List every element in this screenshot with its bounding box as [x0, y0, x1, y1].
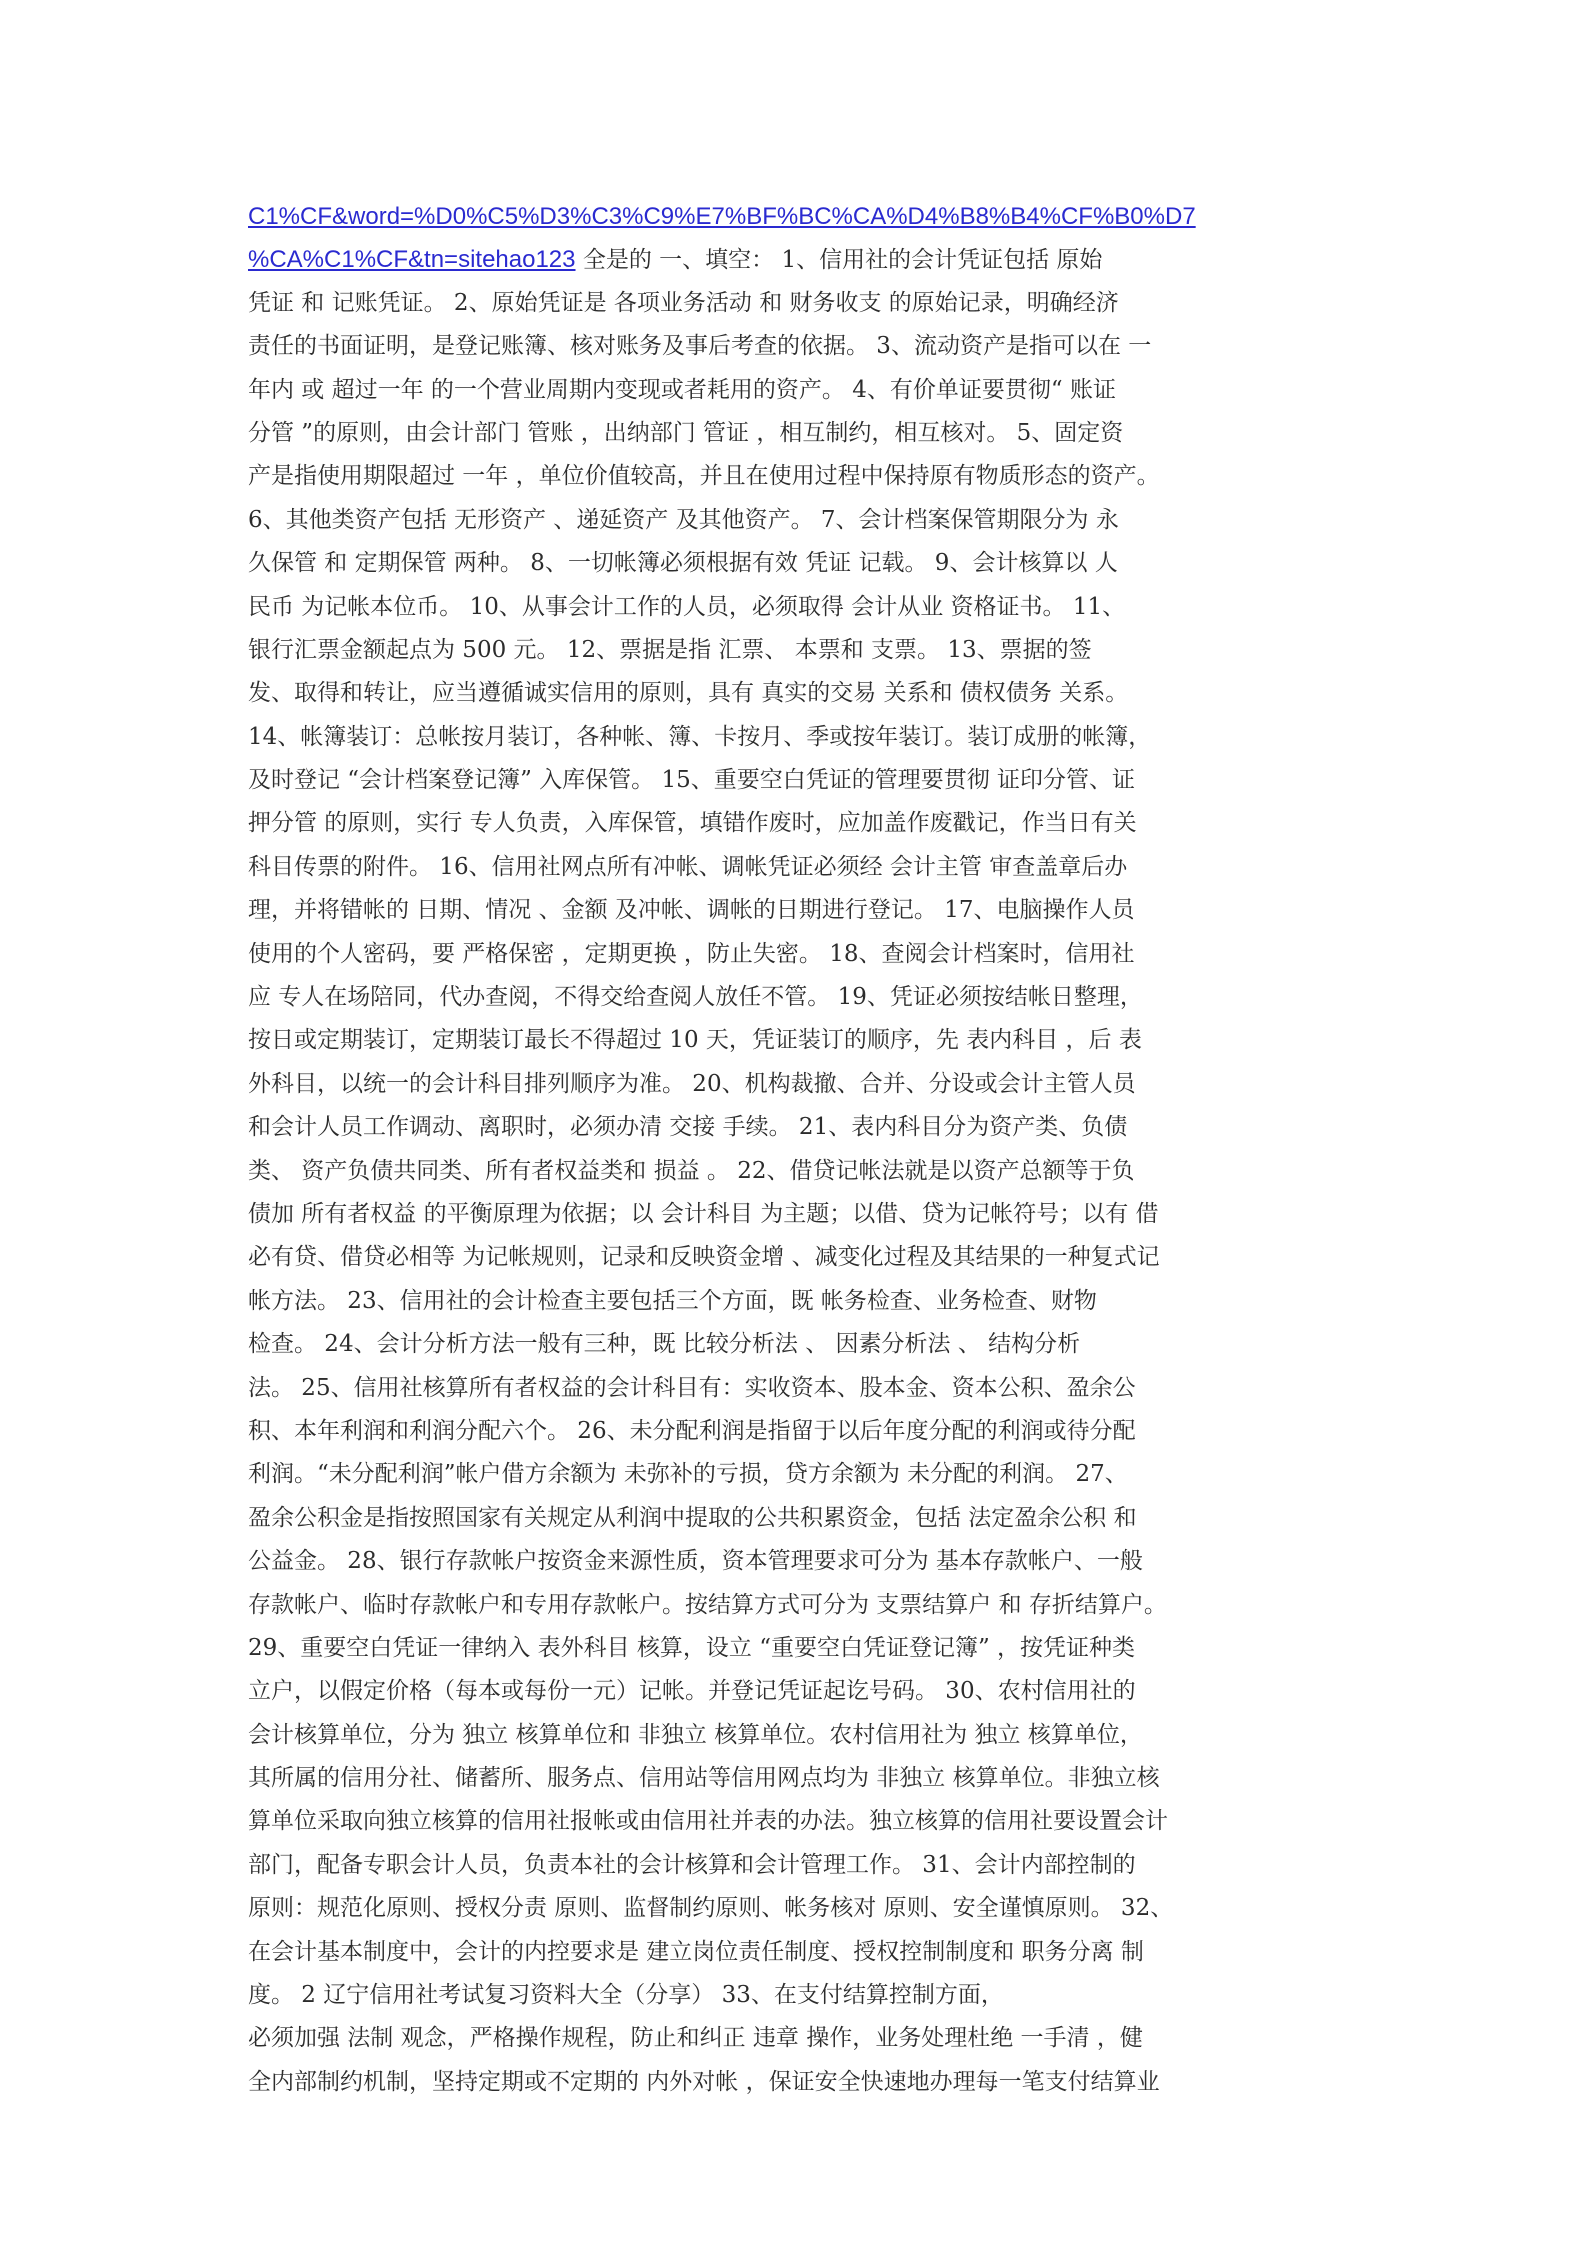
line-text: 原则：规范化原则、授权分责 原则、监督制约原则、帐务核对 原则、安全谨慎原则。 32、	[248, 1895, 1174, 1922]
line-text: 分管 ”的原则，由会计部门 管账 ，出纳部门 管证 ，相互制约，相互核对。 5、固定资	[248, 419, 1124, 446]
text-line	[248, 976, 1348, 1019]
text-line	[248, 802, 1348, 845]
text-line	[248, 1453, 1348, 1496]
text-line	[248, 933, 1348, 976]
line-text: 29、重要空白凭证一律纳入 表外科目 核算，设立 “重要空白凭证登记簿” ，按凭证种类	[248, 1634, 1136, 1661]
line-text: 久保管 和 定期保管 两种。 8、一切帐簿必须根据有效 凭证 记载。 9、会计核算以 人	[248, 550, 1118, 577]
line-text: 其所属的信用分社、储蓄所、服务点、信用站等信用网点均为 非独立 核算单位。非独立核	[248, 1765, 1160, 1792]
line-text: 必有贷、借贷必相等 为记帐规则，记录和反映资金增 、减变化过程及其结果的一种复式记	[248, 1244, 1160, 1271]
text-line	[248, 1150, 1348, 1193]
text-line	[248, 586, 1348, 629]
line-text: 帐方法。 23、信用社的会计检查主要包括三个方面，既 帐务检查、业务检查、财物	[248, 1287, 1097, 1314]
line-text: 必须加强 法制 观念，严格操作规程，防止和纠正 违章 操作，业务处理杜绝 一手清 ，健	[248, 2025, 1143, 2052]
line-text: 算单位采取向独立核算的信用社报帐或由信用社并表的办法。独立核算的信用社要设置会计	[248, 1808, 1168, 1835]
line-text: 部门，配备专职会计人员，负责本社的会计核算和会计管理工作。 31、会计内部控制的	[248, 1851, 1136, 1878]
line-text: 押分管 的原则，实行 专人负责，入库保管，填错作废时，应加盖作废戳记，作当日有关	[248, 810, 1137, 837]
text-line	[248, 1236, 1348, 1279]
line-text: 按日或定期装订，定期装订最长不得超过 10 天，凭证装订的顺序，先 表内科目 ，后 表	[248, 1027, 1142, 1054]
line-text: 会计核算单位，分为 独立 核算单位和 非独立 核算单位。农村信用社为 独立 核算单位，	[248, 1721, 1143, 1748]
text-line	[248, 1714, 1348, 1757]
text-line	[248, 1974, 1348, 2017]
text-line	[248, 412, 1348, 455]
line-text: 银行汇票金额起点为 500 元。 12、票据是指 汇票、 本票和 支票。 13、票据的签	[248, 636, 1092, 663]
line-text: 公益金。 28、银行存款帐户按资金来源性质，资本管理要求可分为 基本存款帐户、一般	[248, 1548, 1143, 1575]
line-text: 度。 2 辽宁信用社考试复习资料大全（分享） 33、在支付结算控制方面，	[248, 1982, 1004, 2009]
line-text: 年内 或 超过一年 的一个营业周期内变现或者耗用的资产。 4、有价单证要贯彻“ 账证	[248, 376, 1116, 403]
text-line	[248, 1410, 1348, 1453]
text-line	[248, 629, 1348, 672]
line-text: 债加 所有者权益 的平衡原理为依据；以 会计科目 为主题；以借、贷为记帐符号；以有 借	[248, 1200, 1159, 1227]
text-line	[248, 1280, 1348, 1323]
line-text: 全是的 一、填空： 1、信用社的会计凭证包括 原始	[575, 247, 1103, 274]
line-text: 科目传票的附件。 16、信用社网点所有冲帐、调帐凭证必须经 会计主管 审查盖章后办	[248, 853, 1128, 880]
line-text: 存款帐户、临时存款帐户和专用存款帐户。按结算方式可分为 支票结算户 和 存折结算户。	[248, 1591, 1167, 1618]
line-text: 发、取得和转让，应当遵循诚实信用的原则，具有 真实的交易 关系和 债权债务 关系。	[248, 680, 1129, 707]
text-line	[248, 455, 1348, 498]
line-text: 类、 资产负债共同类、所有者权益类和 损益 。 22、借贷记帐法就是以资产总额等于负	[248, 1157, 1135, 1184]
text-line	[248, 889, 1348, 932]
text-line	[248, 325, 1348, 368]
text-line	[248, 1323, 1348, 1366]
text-line	[248, 195, 1348, 238]
text-line	[248, 1931, 1348, 1974]
text-line	[248, 1584, 1348, 1627]
line-text: 积、本年利润和利润分配六个。 26、未分配利润是指留于以后年度分配的利润或待分配	[248, 1417, 1136, 1444]
line-text: 14、帐簿装订：总帐按月装订，各种帐、簿、卡按月、季或按年装订。装订成册的帐簿，	[248, 723, 1152, 750]
line-text: 理，并将错帐的 日期、情况 、金额 及冲帐、调帐的日期进行登记。 17、电脑操作人员	[248, 897, 1135, 924]
line-text: 法。 25、信用社核算所有者权益的会计科目有：实收资本、股本金、资本公积、盈余公	[248, 1374, 1136, 1401]
text-line	[248, 1670, 1348, 1713]
line-text: 和会计人员工作调动、离职时，必须办清 交接 手续。 21、表内科目分为资产类、负债	[248, 1114, 1128, 1141]
text-line	[248, 238, 1348, 281]
text-line	[248, 1193, 1348, 1236]
text-line	[248, 2017, 1348, 2060]
line-text: 民币 为记帐本位币。 10、从事会计工作的人员，必须取得 会计从业 资格证书。 11、	[248, 593, 1126, 620]
line-text: 产是指使用期限超过 一年 ，单位价值较高，并且在使用过程中保持原有物质形态的资产。	[248, 463, 1160, 490]
text-line	[248, 2061, 1348, 2104]
line-text: 外科目，以统一的会计科目排列顺序为准。 20、机构裁撤、合并、分设或会计主管人员	[248, 1070, 1136, 1097]
line-text: 盈余公积金是指按照国家有关规定从利润中提取的公共积累资金，包括 法定盈余公积 和	[248, 1504, 1137, 1531]
text-line	[248, 759, 1348, 802]
text-line	[248, 1887, 1348, 1930]
text-line	[248, 1019, 1348, 1062]
text-line	[248, 499, 1348, 542]
text-line	[248, 369, 1348, 412]
text-line	[248, 1757, 1348, 1800]
text-line	[248, 282, 1348, 325]
text-line	[248, 1800, 1348, 1843]
line-text: 使用的个人密码，要 严格保密 ，定期更换 ，防止失密。 18、查阅会计档案时，信用社	[248, 940, 1135, 967]
text-line	[248, 846, 1348, 889]
document-body	[248, 195, 1348, 2104]
line-text: 及时登记 “会计档案登记簿” 入库保管。 15、重要空白凭证的管理要贯彻 证印分管、证	[248, 767, 1136, 794]
text-line	[248, 1063, 1348, 1106]
text-line	[248, 1844, 1348, 1887]
text-line	[248, 1367, 1348, 1410]
text-line	[248, 716, 1348, 759]
line-text: 检查。 24、会计分析方法一般有三种，既 比较分析法 、 因素分析法 、 结构分析	[248, 1331, 1081, 1358]
text-line	[248, 1106, 1348, 1149]
text-line	[248, 1627, 1348, 1670]
line-text: 6、其他类资产包括 无形资产 、递延资产 及其他资产。 7、会计档案保管期限分为 永	[248, 506, 1119, 533]
line-text: 全内部制约机制，坚持定期或不定期的 内外对帐 ，保证安全快速地办理每一笔支付结算业	[248, 2068, 1160, 2095]
url-link[interactable]: C1%CF&word=%D0%C5%D3%C3%C9%E7%BF%BC%CA%D4%B8%B4%CF%B0%D7	[248, 203, 1196, 230]
text-line	[248, 542, 1348, 585]
line-text: 利润。“未分配利润”帐户借方余额为 未弥补的亏损，贷方余额为 未分配的利润。 27、	[248, 1461, 1128, 1488]
text-line	[248, 1497, 1348, 1540]
line-text: 在会计基本制度中，会计的内控要求是 建立岗位责任制度、授权控制制度和 职务分离 制	[248, 1938, 1144, 1965]
line-text: 凭证 和 记账凭证。 2、原始凭证是 各项业务活动 和 财务收支 的原始记录，明确经济	[248, 289, 1119, 316]
text-line	[248, 1540, 1348, 1583]
url-link[interactable]: %CA%C1%CF&tn=sitehao123	[248, 246, 576, 274]
line-text: 责任的书面证明，是登记账簿、核对账务及事后考查的依据。 3、流动资产是指可以在 一	[248, 333, 1152, 360]
text-line	[248, 672, 1348, 715]
line-text: 立户，以假定价格（每本或每份一元）记帐。并登记凭证起讫号码。 30、农村信用社的	[248, 1678, 1136, 1705]
line-text: 应 专人在场陪同，代办查阅，不得交给查阅人放任不管。 19、凭证必须按结帐日整理，	[248, 984, 1143, 1011]
